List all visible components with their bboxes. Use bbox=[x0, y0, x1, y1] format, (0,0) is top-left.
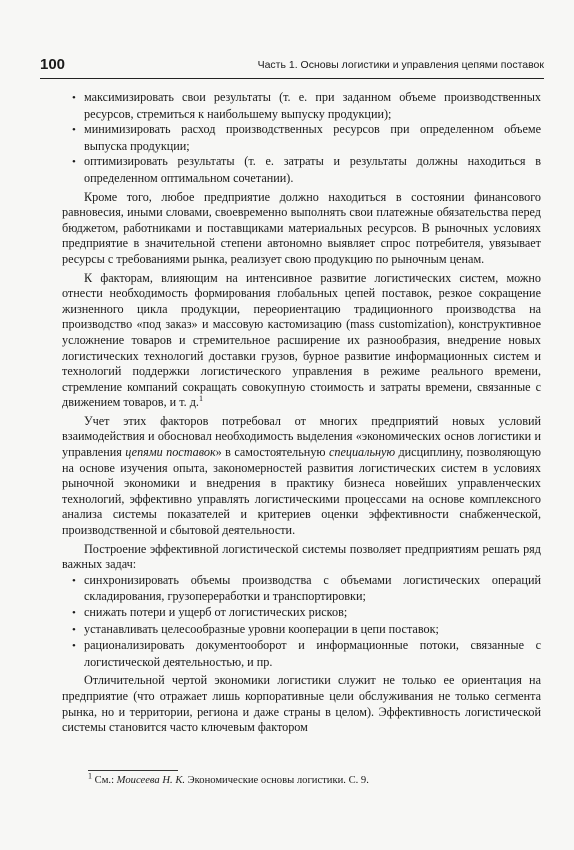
list-item: • минимизировать расход производственных ресурсов при определенном объеме выпуска продукции; bbox=[72, 122, 541, 153]
bullet-icon: • bbox=[72, 156, 76, 169]
running-head: Часть 1. Основы логистики и управления цепями поставок bbox=[257, 59, 544, 71]
footnote-divider bbox=[88, 770, 178, 771]
list-item: • максимизировать свои результаты (т. е. при заданном объеме производственных ресурсов, стремиться к наибольшему выпуску продукции); bbox=[72, 90, 541, 121]
paragraph: Учет этих факторов потребовал от многих предприятий новых условий взаимодействия и обосновал необходимость выделения «экономических основ логистики и управления цепями поставок» в самостоятельную специальную дисциплину, позволяющую на основе изучения опыта, закономерностей развития логистических систем в условиях рыночной экономики и внедрения в практику бизнеса новейших управленческих технологий, эффективно управлять логистическими процессами на основе комплексного анализа системы показателей и критериев оценки эффективности снабженческой, производственной и сбытовой деятельности. bbox=[62, 413, 541, 538]
paragraph: Построение эффективной логистической системы позволяет предприятиям решать ряд важных задач: bbox=[62, 541, 541, 572]
bullet-icon: • bbox=[72, 574, 76, 587]
page-header bbox=[40, 56, 544, 79]
footnote-ref: 1 bbox=[198, 394, 203, 404]
body-text bbox=[62, 90, 541, 739]
paragraph: Отличительной чертой экономики логистики служит не только ее ориентация на предприятие (что отражает лишь корпоративные цели обслуживания не только сегмента рынка, но и территории, региона и даже страны в целом). Эффективность логистической системы становится часто ключевым фактором bbox=[62, 673, 541, 735]
footnote: $^1$ См.: Моисеева Н. К. Экономические основы логистики. С. 9. bbox=[88, 771, 369, 786]
footnote-author: Моисеева Н. К. bbox=[116, 775, 186, 786]
bullet-icon: • bbox=[72, 124, 76, 137]
bullet-icon: • bbox=[72, 640, 76, 653]
list-item: • синхронизировать объемы производства с объемами логистических операций складирования, грузопереработки и транспортировки; bbox=[72, 572, 541, 604]
bullet-icon: • bbox=[72, 607, 76, 619]
list-item: • оптимизировать результаты (т. е. затраты и результаты должны находиться в определенном оптимальном сочетании). bbox=[72, 154, 541, 185]
list-item: • снижать потери и ущерб от логистических рисков; bbox=[62, 605, 541, 622]
bullet-icon: • bbox=[72, 92, 76, 104]
paragraph: К факторам, влияющим на интенсивное развитие логистических систем, можно отнести необходимость формирования глобальных цепей поставок, резкое сокращение жизненного цикла продукции, переориентацию традиционного производства на производство «под заказ» и массовую кастомизацию (mass customization), конструктивное усложнение товаров и стремительное расширение их разнообразия, внедрение новых логистических технологий доставки грузов, бурное развитие информационных систем и технологий поддержки логистического управления в режиме реального времени, стремление компаний сокращать совокупную стоимость и затраты времени, связанные с движением товаров, и т. д.$^1$ bbox=[62, 270, 541, 410]
list-item: • устанавливать целесообразные уровни кооперации в цепи поставок; bbox=[62, 622, 541, 639]
paragraph: Кроме того, любое предприятие должно находиться в состоянии финансового равновесия, иными словами, своевременно выполнять свои платежные обязательства перед бюджетом, работниками и поставщиками материальных ресурсов. В рыночных условиях предприятие в значительной степени автономно выявляет спрос потребителя, увязывает ресурсы с требованиями рынка, реализует свою продукцию по рыночным ценам. bbox=[62, 189, 541, 266]
page-number: 100 bbox=[40, 56, 66, 73]
bullet-icon: • bbox=[72, 623, 76, 636]
list-item: • рационализировать документооборот и информационные потоки, связанные с логистической деятельностью, и пр. bbox=[72, 638, 541, 669]
